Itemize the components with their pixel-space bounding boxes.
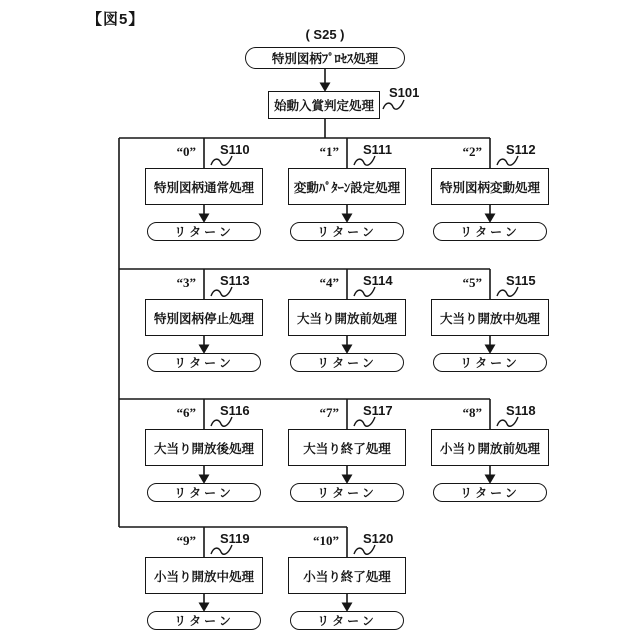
case-value-label: “0” (176, 144, 196, 159)
return-terminator: リターン (147, 483, 261, 502)
return-terminator: リターン (433, 353, 547, 372)
process-box: 小当り開放前処理 (431, 429, 549, 466)
branch-card (428, 138, 552, 248)
process-box: 特別図柄変動処理 (431, 168, 549, 205)
step-number-label: S117 (363, 403, 393, 418)
judgment-process-box: 始動入賞判定処理 (268, 91, 380, 119)
case-value-label: “8” (462, 405, 482, 420)
case-value-label: “2” (462, 144, 482, 159)
return-terminator: リターン (290, 353, 404, 372)
process-box: 大当り終了処理 (288, 429, 406, 466)
return-terminator: リターン (290, 483, 404, 502)
figure-label: 【図5】 (87, 11, 145, 28)
branch-card (142, 269, 266, 379)
case-value-label: “7” (319, 405, 339, 420)
branch-card (142, 399, 266, 509)
process-box: 特別図柄通常処理 (145, 168, 263, 205)
process-box: 特別図柄停止処理 (145, 299, 263, 336)
step-number-label: S113 (220, 273, 250, 288)
step-number-label: S114 (363, 273, 393, 288)
step-number-label: S120 (363, 531, 394, 546)
case-value-label: “5” (462, 275, 482, 290)
branch-card (142, 138, 266, 248)
process-box: 大当り開放後処理 (145, 429, 263, 466)
step-number-label: S110 (220, 142, 250, 157)
branch-card (285, 138, 409, 248)
return-terminator: リターン (147, 611, 261, 630)
step-number-label: S111 (363, 142, 392, 157)
case-value-label: “1” (319, 144, 339, 159)
case-value-label: “10” (313, 533, 339, 548)
process-box: 大当り開放前処理 (288, 299, 406, 336)
leader-squiggle (383, 100, 404, 109)
return-terminator: リターン (433, 222, 547, 241)
case-value-label: “9” (176, 533, 196, 548)
entry-step-label: ( S25 ) (305, 27, 345, 42)
process-box: 大当り開放中処理 (431, 299, 549, 336)
branch-card (285, 399, 409, 509)
step-number-label: S116 (220, 403, 250, 418)
branch-card (428, 399, 552, 509)
step-number-label: S118 (506, 403, 536, 418)
return-terminator: リターン (290, 611, 404, 630)
case-value-label: “4” (319, 275, 339, 290)
case-value-label: “6” (176, 405, 196, 420)
branch-card (285, 269, 409, 379)
process-box: 小当り開放中処理 (145, 557, 263, 594)
case-value-label: “3” (176, 275, 196, 290)
entry-terminator: 特別図柄ﾌﾟﾛｾｽ処理 (245, 47, 405, 69)
step-number-label: S119 (220, 531, 250, 546)
branch-card (285, 527, 409, 637)
process-box: 小当り終了処理 (288, 557, 406, 594)
return-terminator: リターン (433, 483, 547, 502)
step-number-label: S112 (506, 142, 536, 157)
process-box: 変動ﾊﾟﾀｰﾝ設定処理 (288, 168, 406, 205)
return-terminator: リターン (147, 222, 261, 241)
step-number-label: S115 (506, 273, 536, 288)
branch-card (428, 269, 552, 379)
branch-card (142, 527, 266, 637)
return-terminator: リターン (290, 222, 404, 241)
judgment-step-number: S101 (389, 85, 420, 100)
return-terminator: リターン (147, 353, 261, 372)
